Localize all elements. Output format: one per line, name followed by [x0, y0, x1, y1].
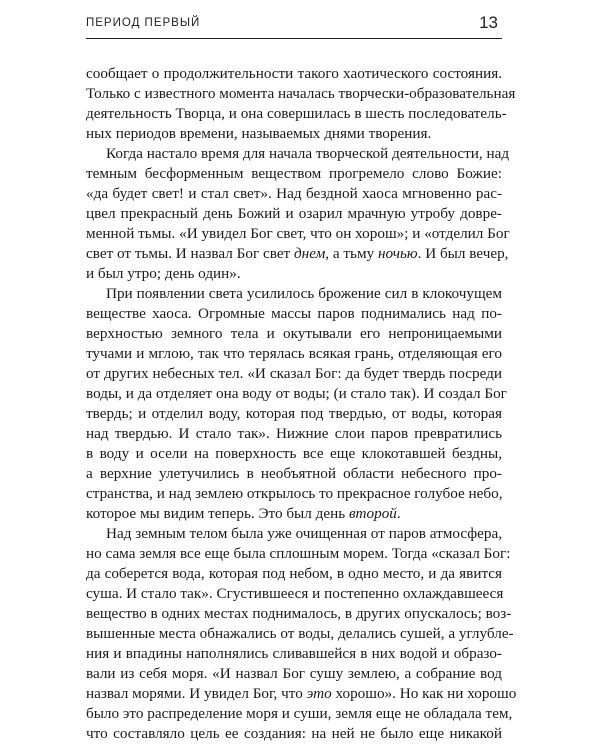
text-line: и был утро; день один».: [86, 265, 241, 282]
text-line: сообщает о продолжительности такого хаотического состояния.: [86, 65, 502, 82]
running-title: ПЕРИОД ПЕРВЫЙ: [86, 17, 201, 29]
text-line: от других небесных тел. «И сказал Бог: да будет твердь посреди: [86, 365, 502, 382]
text-line: твердь; и отделил воду, которая под твердью, от воды, которая: [86, 405, 502, 422]
text-line: да соберется вода, которая под небом, в одно место, и да явится: [86, 565, 502, 582]
running-head: [86, 13, 502, 41]
text-line: При появлении света усилилось брожение сил в клокочущем: [106, 285, 502, 302]
text-line: но сама земля все еще была сплошным морем. Тогда «сказал Бог:: [86, 545, 511, 562]
text-line: суша. И стало так». Сгустившееся и постепенно охлаждавшееся: [86, 585, 504, 602]
text-line: свет от тьмы. И назвал Бог свет днем, а тьму ночью. И был вечер,: [86, 245, 509, 262]
header-rule: [86, 38, 502, 39]
text-line: Над земным телом была уже очищенная от паров атмосфера,: [106, 525, 502, 542]
text-line: воды, и да отделяет она воду от воды; (и стало так). И создал Бог: [86, 385, 507, 402]
text-line: назвал морями. И увидел Бог, что это хорошо». Но как ни хорошо: [86, 685, 517, 702]
text-line: вышенные места обнажались от воды, делались сушей, а углубле-: [86, 625, 514, 642]
text-line: Когда настало время для начала творческой деятельности, над: [106, 145, 510, 162]
text-line: в воду и осели на поверхность все еще клокотавшей бездны,: [86, 445, 502, 462]
text-line: было это распределение моря и суши, земля еще не обладала тем,: [86, 705, 513, 722]
text-line: веществе хаоса. Огромные массы паров поднимались над по-: [86, 305, 502, 322]
text-line: менной тьмы. «И увидел Бог свет, что он хорош»; и «отделил Бог: [86, 225, 510, 242]
text-line: над твердью. И стало так». Нижние слои паров превратились: [86, 425, 502, 442]
text-line: которое мы видим теперь. Это был день второй.: [86, 505, 401, 522]
text-line: тучами и мглою, так что терялась всякая грань, отделяющая его: [86, 345, 502, 362]
text-line: «да будет свет! и стал свет». Над бездной хаоса мгновенно рас-: [86, 185, 502, 202]
text-line: странства, и над землею открылось то прекрасное голубое небо,: [86, 485, 503, 502]
text-line: вали из себя моря. «И назвал Бог сушу землею, а собрание вод: [86, 665, 502, 682]
text-line: темным бесформенным веществом прогремело слово Божие:: [86, 165, 502, 182]
text-line: цвел прекрасный день Божий и озарил мрачную утробу довре-: [86, 205, 502, 222]
text-line: вещество в одних местах поднималось, в других опускалось; воз-: [86, 605, 512, 622]
text-line: Только с известного момента началась творчески-образовательная: [86, 85, 516, 102]
text-body: [86, 64, 517, 744]
text-line: а верхние улетучились в необъятной области небесного про-: [86, 465, 502, 482]
text-line: что составляло цель ее создания: на ней не было еще никакой: [86, 725, 502, 742]
page-number: 13: [479, 13, 498, 32]
text-line: деятельность Творца, и она совершилась в шесть последователь-: [86, 105, 507, 122]
text-line: ных периодов времени, называемых днями творения.: [86, 125, 432, 142]
text-line: верхностью земного тела и окутывали его непроницаемыми: [86, 325, 502, 342]
text-line: ния и впадины наполнялись сливавшейся в них водой и образо-: [86, 645, 502, 662]
